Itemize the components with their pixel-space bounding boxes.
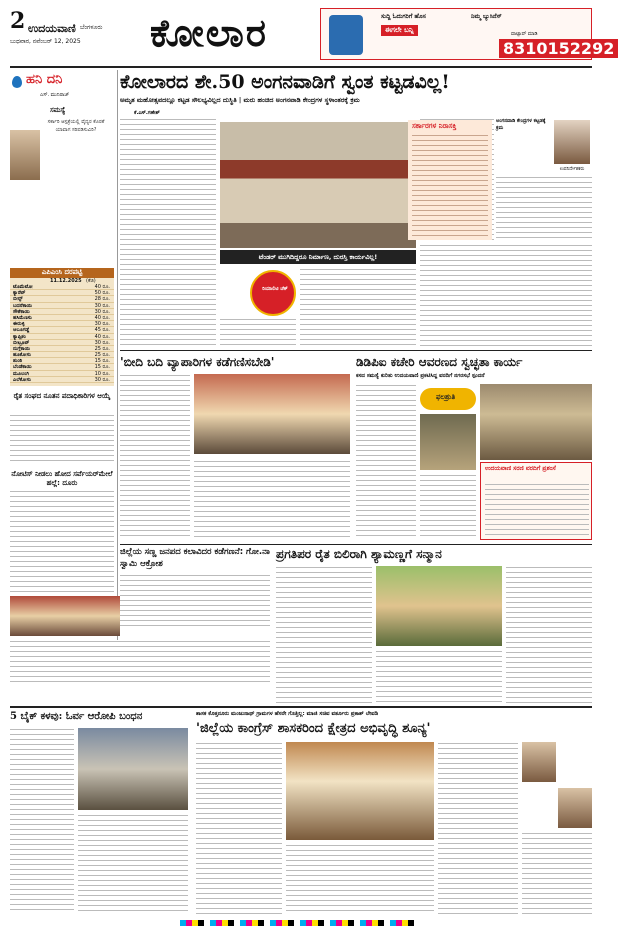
anganwadi-photo — [220, 122, 416, 248]
edition: ಬೆಂಗಳೂರು — [80, 24, 103, 31]
congress-kicker: ಶಾಸಕ ಕೊತ್ತನೂರು ಮಂಜುನಾಥ್ ಗ್ರಾಮಗಳ ಹೆಸರೇ ಗೊತ್ತಿಲ್ಲ: ಮಾಜಿ ಸಚಿವ ವರ್ತೂರು ಪ್ರಕಾಶ್ ಲೇವಡಿ — [196, 711, 379, 717]
congress-headline: 'ಜಿಲ್ಲೆಯ ಕಾಂಗ್ರೆಸ್ ಶಾಸಕರಿಂದ ಕ್ಷೇತ್ರದ ಅಭಿವೃದ್ಧಿ ಶೂನ್ಯ' — [196, 721, 431, 736]
story2-title: ನೋಟಿಸ್ ನೀಡಲು ಹೋದ ಸರ್ವೆಯರ್‌ಮೇಲೆ ಹಲ್ಲೆ: ದೂರು — [11, 470, 113, 487]
middle-stories — [120, 352, 592, 542]
meeting-photo — [286, 742, 434, 840]
farmer-headline: ಪ್ರಗತಿಪರ ರೈತ ಬಿಲಿರಾಗಿ ಶ್ಯಾಮಣ್ಣಗೆ ಸನ್ಮಾನ — [276, 547, 442, 561]
left-column — [10, 70, 114, 630]
market-item: ಟೊಮೆಟೋ — [13, 284, 33, 290]
cleanup-photo — [480, 384, 592, 460]
problem-text: ಸರ್ಕಾರಿ ಆಸ್ಪತ್ರೆಯಲ್ಲಿ ವೈದ್ಯರ ಕೊರತೆ ಯಾವಾಗ ಸರಿಪಡಿಸುವಿರಿ? — [47, 119, 105, 133]
garbage-photo — [420, 414, 476, 470]
quote-box — [496, 118, 592, 240]
sidebar-title: ಸರ್ಕಾರಗಳ ನಿರಾಸಕ್ತಿ — [412, 122, 457, 130]
market-item: ಮೂಲಂಗಿ — [13, 370, 30, 377]
phone-icon — [329, 15, 363, 55]
market-item: ಹಸಿಮೆಣಸು — [13, 314, 32, 321]
quote-title: ಅಂಗನವಾಡಿ ಕೇಂದ್ರಗಳ ಕಟ್ಟಡಕ್ಕೆ ಕ್ರಮ — [496, 118, 546, 131]
market-price: 40 ರೂ. — [94, 333, 110, 340]
person-photo — [10, 130, 40, 180]
market-price: 40 ರೂ. — [94, 284, 110, 290]
problem-title: ಸಮಸ್ಯೆ — [50, 106, 66, 114]
sidebar-panel — [408, 120, 492, 240]
story1-title: ರೈತ ಸಂಘದ ನೂತನ ಪದಾಧಿಕಾರಿಗಳ ಆಯ್ಕೆ — [13, 392, 111, 400]
market-item: ಕ್ಯಾರೆಟ್ — [13, 290, 26, 297]
market-item: ಹೂಕೋಸು — [13, 352, 31, 359]
artists-photo — [10, 596, 120, 636]
market-item: ನುಗ್ಗೆಕಾಯಿ — [13, 345, 30, 352]
ad-small: ವಾಟ್ಸಾಪ್ ಮಾಡಿ — [511, 31, 538, 37]
ad-line-3: ನಿಮ್ಮ ಬ್ಯುಸಿನೆಸ್ — [471, 13, 502, 20]
vendors-headline: 'ಬೀದಿ ಬದಿ ವ್ಯಾಪಾರಿಗಳ ಕಡೆಗಣಿಸಬೇಡಿ' — [120, 355, 275, 369]
market-unit: (ಕೆಜಿ) — [86, 278, 96, 284]
lead-subhead: ಅಮೃತ ಮಹೋತ್ಸವದಲ್ಲೂ ಕಟ್ಟಡ ಸೌಲಭ್ಯವಿಲ್ಲದ ದುಸ್ಥಿತಿ | ಮರು ಹಂಚಿದ ಅಂಗನವಾಡಿ ಕೇಂದ್ರಗಳ ಸ್ಥಳಾಂತರಕ್ಕೆ ಕ್ರಮ — [120, 96, 360, 104]
vendors-photo — [194, 374, 350, 454]
lead-story — [120, 70, 592, 348]
reality-check-badge — [250, 270, 296, 316]
market-price: 40 ರೂ. — [94, 314, 110, 321]
market-item: ಬೀನ್ಸ್ — [13, 296, 23, 303]
market-item: ಈರುಳ್ಳಿ — [13, 321, 25, 328]
market-price: 25 ರೂ. — [94, 345, 110, 352]
market-item: ಆಲೂಗಡ್ಡೆ — [13, 327, 30, 334]
market-table — [10, 268, 114, 386]
market-item: ಬದನೆಕಾಯಿ — [13, 302, 32, 309]
market-row — [10, 377, 114, 383]
market-price: 25 ರೂ. — [94, 352, 110, 359]
photo-caption: ಟೆಂಡರ್ ಮುಗಿದಿದ್ದರೂ ನಿರ್ಮಾಣ, ದುರಸ್ತಿ ಕಾರ್ಯವಿಲ್ಲ! — [220, 250, 416, 264]
official-photo — [554, 120, 590, 164]
district-title: ಕೋಲಾರ — [150, 10, 268, 55]
lead-headline: ಕೋಲಾರದ ಶೇ.50 ಅಂಗನವಾಡಿಗೆ ಸ್ವಂತ ಕಟ್ಟಡವಿಲ್ಲ! — [120, 71, 450, 93]
market-item: ಶುಂಠಿ — [13, 358, 23, 365]
paper-name: ಉದಯವಾಣಿ — [28, 22, 76, 35]
ad-line-1: ಸುದ್ದಿ ಓದುಗರಿಗೆ ಹೊಸ — [381, 13, 426, 20]
thumb-photo-2 — [558, 788, 592, 828]
market-price: 15 ರೂ. — [94, 358, 110, 365]
market-item: ಬೀಟ್ರೂಟ್ — [13, 339, 30, 346]
brand-sub: ಎಸ್. ಮುನಿರಾಜ್ — [40, 92, 70, 98]
market-date: 11.12.2025 — [50, 278, 82, 284]
masthead-date: ಬುಧವಾರ, ನವೆಂಬರ್ 12, 2025 — [10, 38, 81, 45]
market-price: 30 ರೂ. — [94, 321, 110, 328]
felicitation-photo — [376, 566, 502, 646]
bottom-stories — [10, 708, 592, 918]
market-item: ಎಲೆಕೋಸು — [13, 376, 31, 383]
impact-badge-label: ಫಲಶ್ರುತಿ — [436, 393, 456, 401]
quote-name: ಉಪನಿರ್ದೇಶಕರು — [559, 167, 585, 172]
market-price: 30 ರೂ. — [94, 302, 110, 309]
folk-artists-headline: ಜಿಲ್ಲೆಯ ಸಣ್ಣ ಜನಪದ ಕಲಾವಿದರ ಕಡೆಗಣನೆ: ಗೋ.ನಾ ಸ್ವಾಮಿ ಆಕ್ರೋಶ — [120, 547, 270, 569]
market-item: ಬೆಂಡೆಕಾಯಿ — [13, 364, 32, 371]
impact-box — [480, 462, 592, 540]
page-number: 2 — [10, 8, 26, 34]
ddpi-subhead: ಕಸದ ಸಮಸ್ಯೆ ಕುರಿತು ಉದಯವಾಣಿ ಪ್ರಕಟಿಸಿದ್ದ ವರದಿಗೆ ನಗರಸಭೆ ಸ್ಪಂದನೆ — [356, 373, 485, 379]
ad-phone: 8310152292 — [499, 39, 618, 58]
drop-icon — [12, 76, 22, 88]
market-title: ಎಪಿಎಂಸಿ ದರಪಟ್ಟಿ — [10, 268, 114, 278]
ad-line-2: ಈಗಲೇ ಬನ್ನಿ — [381, 25, 418, 36]
market-rows — [10, 284, 114, 383]
market-item: ಸೌತೆಕಾಯಿ — [13, 308, 30, 315]
market-item: ಕ್ಯಾಪ್ಸಿಕಂ — [13, 333, 26, 340]
market-price: 50 ರೂ. — [94, 290, 110, 297]
thumb-photo-1 — [522, 742, 556, 782]
color-marks — [180, 920, 420, 926]
impact-badge — [420, 388, 476, 410]
market-price: 30 ರೂ. — [94, 339, 110, 346]
market-price: 28 ರೂ. — [94, 296, 110, 303]
bike-theft-headline: 5 ಬೈಕ್ ಕಳವು: ಓರ್ವ ಆರೋಪಿ ಬಂಧನ — [10, 711, 143, 722]
lead-byline: ಕೆ.ಎಸ್.ಗಣೇಶ್ — [134, 110, 160, 116]
masthead — [10, 8, 615, 68]
ad-block — [320, 8, 615, 60]
market-price: 10 ರೂ. — [94, 370, 110, 377]
market-price: 45 ರೂ. — [94, 327, 110, 334]
reality-check-label: ರಿಯಾಲಿಟಿ ಚೆಕ್ — [262, 286, 288, 292]
ddpi-headline: ಡಿಡಿಪಿಐ ಕಚೇರಿ ಆವರಣದ ಸ್ವಚ್ಛತಾ ಕಾರ್ಯ — [356, 355, 523, 369]
bikes-photo — [78, 728, 188, 810]
brand-title: ಹನಿ ದನಿ — [26, 72, 63, 87]
market-price: 30 ರೂ. — [94, 376, 110, 383]
market-price: 15 ರೂ. — [94, 364, 110, 371]
impact-box-title: ಉದಯವಾಣಿ ಸರಣಿ ವರದಿಗೆ ಪ್ರಶಂಸೆ — [485, 465, 556, 472]
market-price: 30 ರೂ. — [94, 308, 110, 315]
